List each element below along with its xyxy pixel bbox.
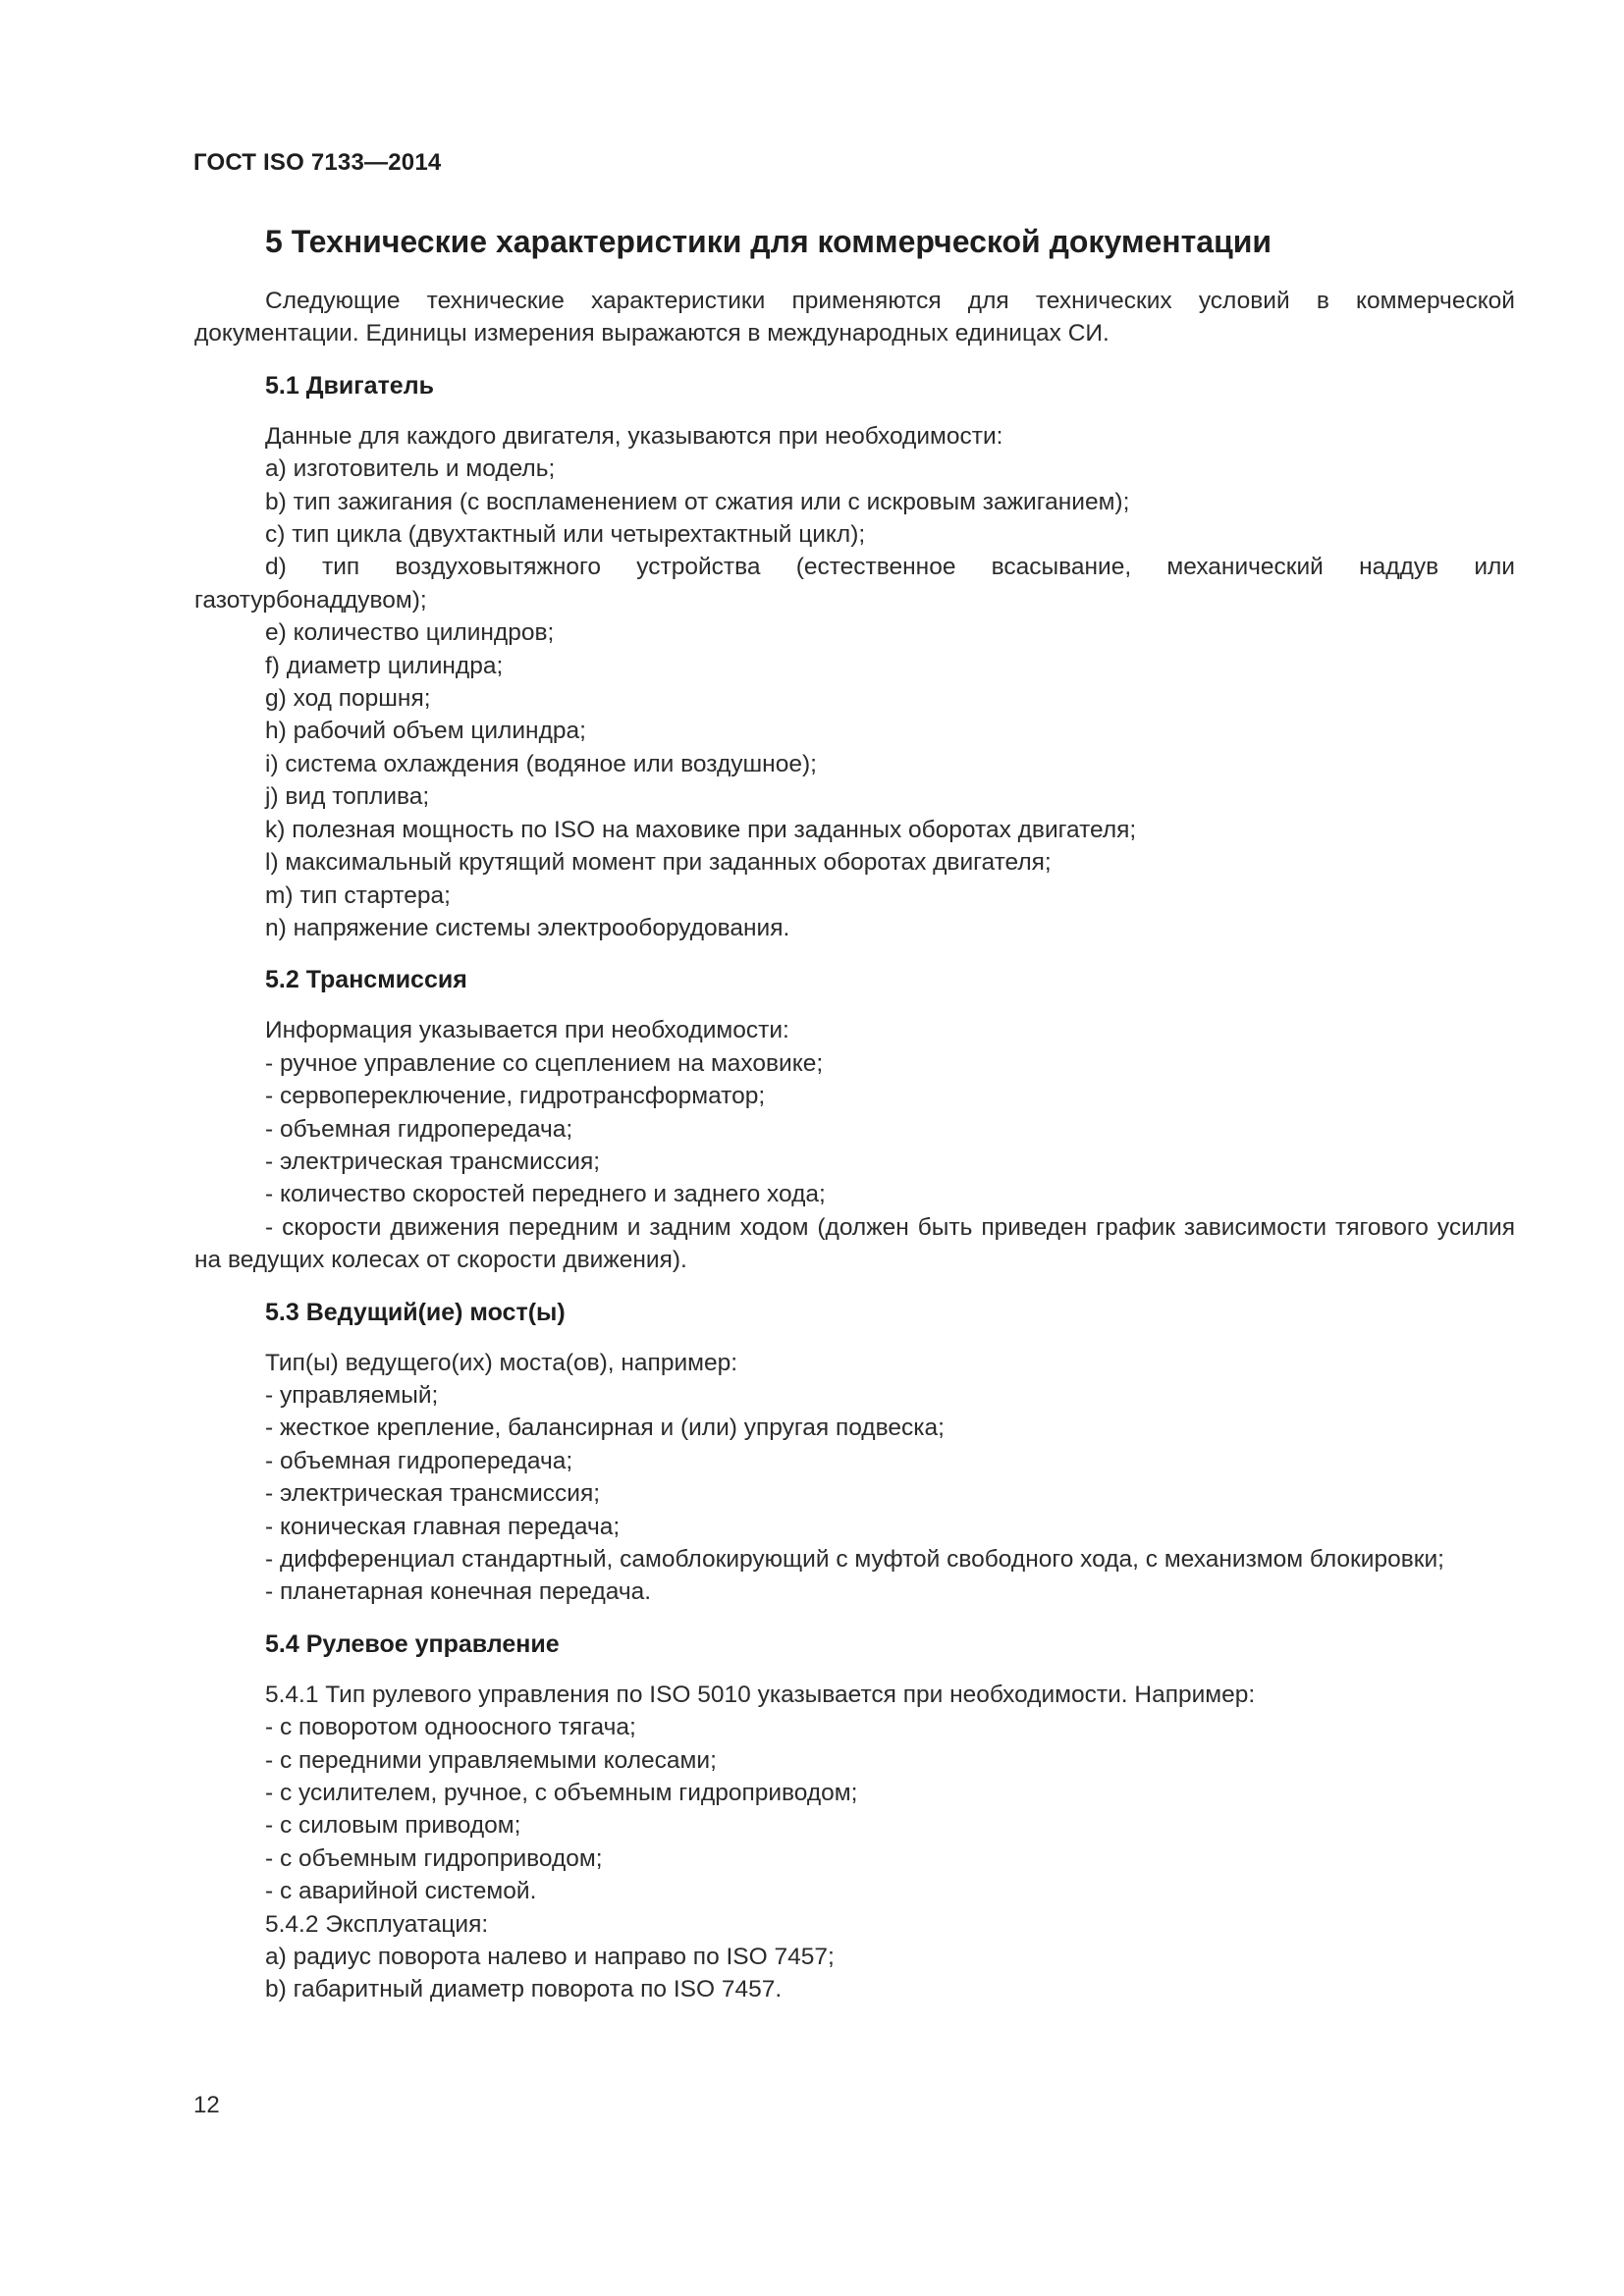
document-header: ГОСТ ISO 7133—2014 [193,149,442,176]
document-body [194,222,1515,2006]
page-number: 12 [193,2092,220,2118]
list-item: - с объемным гидроприводом; [265,1844,603,1872]
subsection-title-engine: 5.1 Двигатель [265,371,434,400]
list-item: - коническая главная передача; [265,1513,621,1540]
list-item: d) тип воздуховытяжного устройства (естественное всасывание, механический наддув или газотурбонаддувом); [194,554,1515,614]
engine-list [194,420,1515,945]
list-lead: Данные для каждого двигателя, указываются при необходимости: [265,422,1003,450]
list-item: b) габаритный диаметр поворота по ISO 7457. [265,1976,783,2003]
list-item: - ручное управление со сцеплением на маховике; [265,1049,824,1077]
list-item: e) количество цилиндров; [265,619,555,647]
list-item: - с аварийной системой. [265,1878,537,1905]
subsection-title-transmission: 5.2 Трансмиссия [265,966,467,994]
list-item: - объемная гидропередача; [265,1447,573,1474]
subsection-title-drive-axles: 5.3 Ведущий(ие) мост(ы) [265,1298,566,1326]
list-item: a) изготовитель и модель; [265,455,556,483]
list-item: - с усилителем, ручное, с объемным гидроприводом; [265,1780,858,1807]
list-item: k) полезная мощность по ISO на маховике при заданных оборотах двигателя; [265,816,1137,843]
list-item: - дифференциал стандартный, самоблокирующий с муфтой свободного хода, с механизмом блокировки; [265,1546,1444,1573]
list-item: - объемная гидропередача; [265,1115,573,1143]
section-title: 5 Технические характеристики для коммерческой документации [265,224,1272,259]
list-item: - с силовым приводом; [265,1812,521,1840]
list-item: - сервопереключение, гидротрансформатор; [265,1083,766,1110]
steering-list [194,1679,1515,2006]
list-item: - управляемый; [265,1381,439,1409]
list-item: b) тип зажигания (с воспламенением от сжатия или с искровым зажиганием); [265,488,1130,515]
list-item: - количество скоростей переднего и заднего хода; [265,1181,826,1208]
subsection-title-steering: 5.4 Рулевое управление [265,1629,560,1658]
list-item: l) максимальный крутящий момент при заданных оборотах двигателя; [265,849,1052,877]
list-item: - электрическая трансмиссия; [265,1480,601,1508]
list-lead: Тип(ы) ведущего(их) моста(ов), например: [265,1349,738,1376]
list-item: f) диаметр цилиндра; [265,652,504,679]
list-lead: 5.4.1 Тип рулевого управления по ISO 5010 указывается при необходимости. Например: [265,1681,1256,1708]
list-item: i) система охлаждения (водяное или воздушное); [265,750,817,777]
transmission-list [194,1014,1515,1276]
drive-axles-list [194,1347,1515,1609]
list-item: a) радиус поворота налево и направо по ISO 7457; [265,1944,835,1971]
list-lead: Информация указывается при необходимости: [265,1017,789,1044]
list-item: - с поворотом одноосного тягача; [265,1714,636,1741]
list-item: n) напряжение системы электрооборудования. [265,914,790,941]
list-item: - жесткое крепление, балансирная и (или) упругая подвеска; [265,1415,945,1442]
list-item: - планетарная конечная передача. [265,1578,652,1606]
list-lead: 5.4.2 Эксплуатация: [265,1910,489,1938]
list-item: h) рабочий объем цилиндра; [265,718,586,745]
list-item: c) тип цикла (двухтактный или четырехтактный цикл); [265,521,866,549]
list-item: j) вид топлива; [265,783,430,811]
list-item: - скорости движения передним и задним ходом (должен быть приведен график зависимости тягового усилия на ведущих колесах от скорости движения). [194,1213,1515,1274]
list-item: - с передними управляемыми колесами; [265,1746,717,1774]
list-item: m) тип стартера; [265,881,451,909]
list-item: g) ход поршня; [265,685,431,713]
list-item: - электрическая трансмиссия; [265,1148,601,1175]
section-intro: Следующие технические характеристики применяются для технических условий в коммерческой документации. Единицы измерения выражаются в международных единицах СИ. [194,288,1515,347]
